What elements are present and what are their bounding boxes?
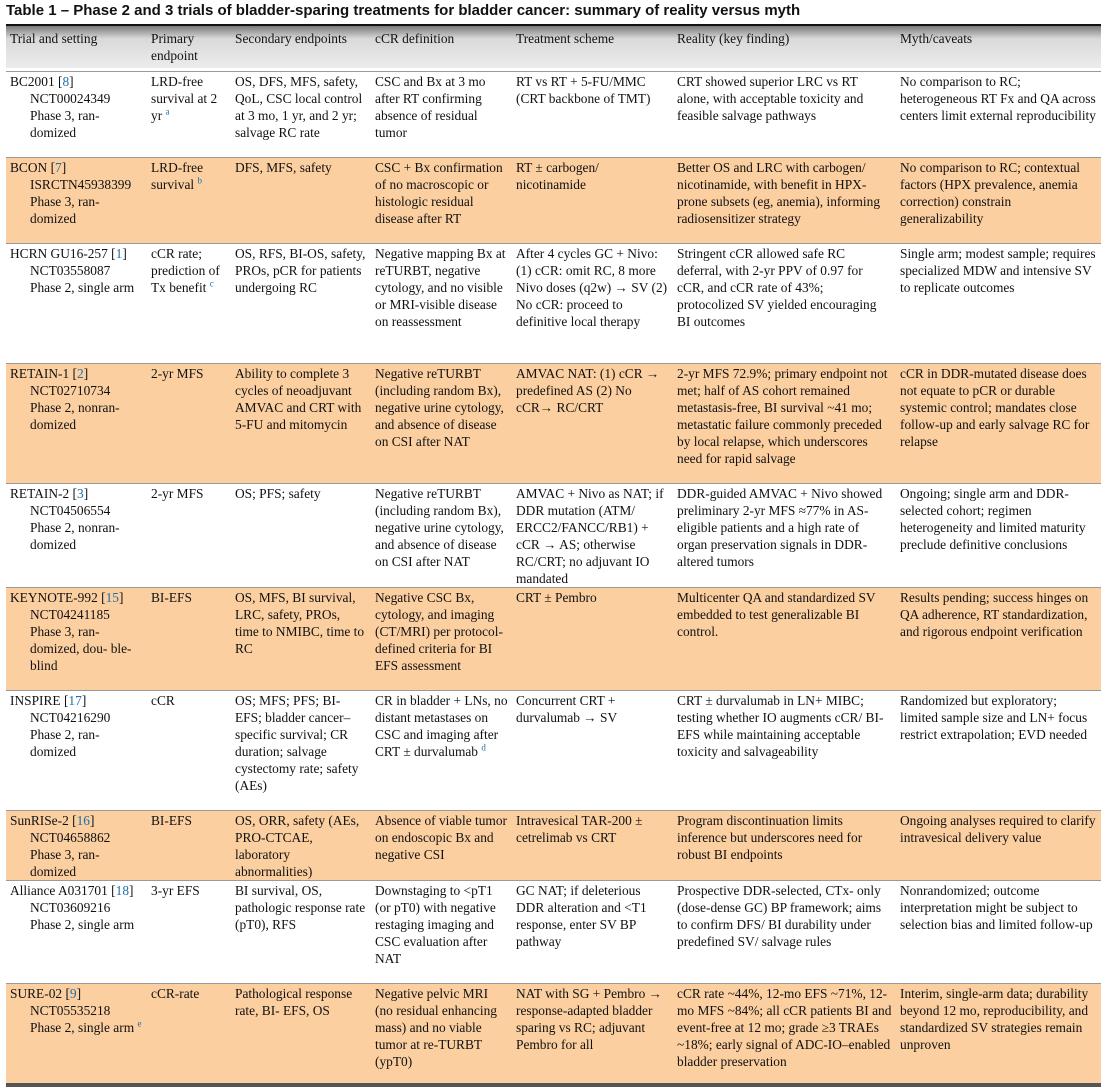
cell-myth: No comparison to RC; heterogeneous RT Fx and QA across centers limit external reproducibility [896,72,1101,158]
cell-reality: CRT ± durvalumab in LN+ MIBC; testing whether IO augments cCR/ BI-EFS while maintaining acceptable toxicity and salvageability [673,691,896,811]
reference-link: 9 [69,986,77,1001]
primary-endpoint-text: cCR rate; prediction of Tx benefit [151,246,220,295]
cell-ccr-definition [371,364,512,484]
primary-endpoint-text: cCR-rate [151,986,200,1001]
ccr-definition-text: Downstaging to <pT1 (or pT0) with negative restaging imaging and CSC evaluation after NAT [375,883,496,966]
header-myth: Myth/caveats [900,31,973,46]
cell-reality: Prospective DDR-selected, CTx- only (dose-dense GC) BP framework; aims to confirm DFS/ BI durability under predefined SV/ salvage rules [673,881,896,984]
trials-table [6,26,1101,1087]
ccr-definition-text: CR in bladder + LNs, no distant metastases on CSC and imaging after CRT ± durvalumab [375,693,508,759]
cell-myth: Single arm; modest sample; requires specialized MDW and intensive SV to replicate outcomes [896,244,1101,364]
trial-phase [10,193,143,227]
cell-reality: Better OS and LRC with carbogen/ nicotinamide, with benefit in HPX-prone subsets (eg, anemia), informing radiosensitizer strategy [673,158,896,244]
cell-trial: BC2001 [8] NCT00024349 Phase 3, ran- domized [6,72,147,158]
trial-name: BC2001 [10,74,55,89]
cell-primary-endpoint [147,691,231,811]
ccr-definition-text: CSC and Bx at 3 mo after RT confirming absence of residual tumor [375,74,486,140]
cell-primary-endpoint [147,72,231,158]
cell-ccr-definition [371,158,512,244]
header-secondary-endpoints: Secondary endpoints [235,31,347,46]
table-caption: Table 1 – Phase 2 and 3 trials of bladder-sparing treatments for bladder cancer: summary of reality versus myth [6,2,801,19]
trial-registry-id: NCT04658862 [30,830,111,845]
table-row [6,158,1101,244]
cell-treatment-scheme: After 4 cycles GC + Nivo: (1) cCR: omit RC, 8 more Nivo doses (q2w) → SV (2) No cCR: proceed to definitive local therapy [512,244,673,364]
trial-registry-id: NCT05535218 [30,1003,111,1018]
cell-treatment-scheme: RT vs RT + 5-FU/MMC (CRT backbone of TMT) [512,72,673,158]
cell-primary-endpoint [147,158,231,244]
cell-ccr-definition [371,244,512,364]
cell-myth: Results pending; success hinges on QA adherence, RT standardization, and rigorous endpoint verification [896,588,1101,691]
header-treatment-scheme: Treatment scheme [516,31,615,46]
table-row [6,364,1101,484]
trial-registry-id: NCT04216290 [30,710,111,725]
cell-secondary-endpoints: Ability to complete 3 cycles of neoadjuvant AMVAC and CRT with 5-FU and mitomycin [231,364,371,484]
table-row [6,244,1101,364]
trial-registry-id: ISRCTN45938399 [30,177,132,192]
cell-trial: Alliance A031701 [18] NCT03609216 Phase 2, single arm [6,881,147,984]
trial-phase-text: Phase 2, nonran- domized [30,400,120,432]
ccr-definition-text: Negative pelvic MRI (no residual enhancing mass) and no viable tumor at re-TURBT (ypT0) [375,986,497,1069]
cell-secondary-endpoints: OS, ORR, safety (AEs, PRO-CTCAE, laboratory abnormalities) [231,811,371,881]
trial-phase [10,107,143,141]
trial-phase-text: Phase 2, nonran- domized [30,520,120,552]
trial-phase-text: Phase 3, ran- domized [30,108,100,140]
cell-primary-endpoint [147,881,231,984]
cell-ccr-definition [371,588,512,691]
cell-trial: HCRN GU16-257 [1] NCT03558087 Phase 2, single arm [6,244,147,364]
cell-ccr-definition [371,691,512,811]
ccr-definition-text: Absence of viable tumor on endoscopic Bx and negative CSI [375,813,508,862]
cell-reality: Multicenter QA and standardized SV embedded to test generalizable BI control. [673,588,896,691]
cell-treatment-scheme: AMVAC + Nivo as NAT; if DDR mutation (ATM/ ERCC2/FANCC/RB1) + cCR → AS; otherwise RC/CRT; no adjuvant IO mandated [512,484,673,588]
header-trial: Trial and setting [10,31,98,46]
cell-secondary-endpoints: OS; PFS; safety [231,484,371,588]
trial-phase [10,916,143,933]
reference-link: 15 [105,590,119,605]
table-body [6,68,1101,1087]
trial-name: BCON [10,160,48,175]
cell-trial: INSPIRE [17] NCT04216290 Phase 2, ran- domized [6,691,147,811]
cell-trial: RETAIN-1 [2] NCT02710734 Phase 2, nonran- domized [6,364,147,484]
primary-endpoint-text: LRD-free survival [151,160,204,192]
reference-link: 8 [62,74,70,89]
trial-name: HCRN GU16-257 [10,246,108,261]
trial-registry-id: NCT03609216 [30,900,111,915]
trial-phase [10,846,143,880]
trial-registry-id: NCT04241185 [30,607,110,622]
primary-endpoint-text: cCR [151,693,175,708]
cell-secondary-endpoints: DFS, MFS, safety [231,158,371,244]
trial-phase-text: Phase 2, single arm [30,917,135,932]
trial-phase [10,519,143,553]
table-row [6,72,1101,158]
header-row [6,26,1101,68]
cell-treatment-scheme: CRT ± Pembro [512,588,673,691]
cell-ccr-definition [371,881,512,984]
primary-endpoint-text: BI-EFS [151,590,192,605]
trial-phase-text: Phase 3, ran- domized, dou- ble-blind [30,624,132,673]
trial-phase [10,399,143,433]
cell-myth: Interim, single-arm data; durability beyond 12 mo, reproducibility, and standardized SV strategies remain unproven [896,984,1101,1087]
reference-link: 16 [76,813,90,828]
reference-link: 2 [76,366,84,381]
cell-reality: cCR rate ~44%, 12-mo EFS ~71%, 12-mo MFS ~84%; all cCR patients BI and event-free at 12 mo; grade ≥3 TRAEs ~18%; early signal of ADC-IO–enabled bladder preservation [673,984,896,1087]
table-row [6,588,1101,691]
table-row [6,984,1101,1087]
cell-secondary-endpoints: Pathological response rate, BI- EFS, OS [231,984,371,1087]
cell-reality: 2-yr MFS 72.9%; primary endpoint not met; half of AS cohort remained metastasis-free, BI survival ~41 mo; metastatic failure commonly preceded by local relapse, which underscores need for rapid salvage [673,364,896,484]
cell-treatment-scheme: AMVAC NAT: (1) cCR → predefined AS (2) No cCR→ RC/CRT [512,364,673,484]
trial-registry-id: NCT04506554 [30,503,111,518]
cell-treatment-scheme: GC NAT; if deleterious DDR alteration and <T1 response, enter SV BP pathway [512,881,673,984]
footnote-marker: b [197,175,202,186]
table-row [6,484,1101,588]
trial-name: Alliance A031701 [10,883,108,898]
ccr-definition-text: Negative reTURBT (including random Bx), negative urine cytology, and absence of disease on CSI after NAT [375,366,504,449]
cell-myth: Randomized but exploratory; limited sample size and LN+ focus restrict extrapolation; EVD needed [896,691,1101,811]
cell-trial: KEYNOTE-992 [15] NCT04241185 Phase 3, ran- domized, dou- ble-blind [6,588,147,691]
footnote-marker: a [165,106,170,117]
cell-trial: SunRISe-2 [16] NCT04658862 Phase 3, ran- domized [6,811,147,881]
primary-endpoint-text: 2-yr MFS [151,366,204,381]
cell-ccr-definition [371,811,512,881]
cell-primary-endpoint [147,244,231,364]
cell-primary-endpoint [147,484,231,588]
trial-registry-id: NCT02710734 [30,383,111,398]
cell-primary-endpoint [147,364,231,484]
trial-phase [10,279,143,296]
cell-ccr-definition [371,484,512,588]
cell-trial: BCON [7] ISRCTN45938399 Phase 3, ran- domized [6,158,147,244]
trial-name: INSPIRE [10,693,61,708]
primary-endpoint-text: BI-EFS [151,813,192,828]
primary-endpoint-text: LRD-free survival at 2 yr [151,74,218,123]
cell-myth: Nonrandomized; outcome interpretation might be subject to selection bias and limited follow-up [896,881,1101,984]
cell-secondary-endpoints: OS, DFS, MFS, safety, QoL, CSC local control at 3 mo, 1 yr, and 2 yr; salvage RC rate [231,72,371,158]
table-row [6,811,1101,881]
ccr-definition-text: Negative reTURBT (including random Bx), negative urine cytology, and absence of disease on CSI after NAT [375,486,504,569]
cell-reality: DDR-guided AMVAC + Nivo showed preliminary 2-yr MFS ≈77% in AS-eligible patients and a high rate of organ preservation signals in DDR-altered tumors [673,484,896,588]
cell-ccr-definition [371,984,512,1087]
header-reality: Reality (key finding) [677,31,790,46]
trial-phase-text: Phase 3, ran- domized [30,847,100,879]
cell-myth: Ongoing analyses required to clarify intravesical delivery value [896,811,1101,881]
trial-registry-id: NCT00024349 [30,91,111,106]
bottom-rule [6,1083,1101,1087]
cell-treatment-scheme: Concurrent CRT + durvalumab → SV [512,691,673,811]
cell-primary-endpoint [147,984,231,1087]
cell-trial: SURE-02 [9] NCT05535218 Phase 2, single arm $^e$ [6,984,147,1087]
primary-endpoint-text: 3-yr EFS [151,883,200,898]
cell-myth: cCR in DDR-mutated disease does not equate to pCR or durable systemic control; mandates close follow-up and early salvage RC for relapse [896,364,1101,484]
primary-endpoint-text: 2-yr MFS [151,486,204,501]
trial-name: KEYNOTE-992 [10,590,98,605]
trial-name: RETAIN-2 [10,486,70,501]
cell-treatment-scheme: Intravesical TAR-200 ± cetrelimab vs CRT [512,811,673,881]
footnote-marker: d [481,742,486,753]
cell-secondary-endpoints: OS, MFS, BI survival, LRC, safety, PROs, time to NMIBC, time to RC [231,588,371,691]
trial-phase [10,1019,143,1036]
footnote-marker: c [209,278,214,289]
cell-treatment-scheme: NAT with SG + Pembro → response-adapted bladder sparing vs RC; adjuvant Pembro for all [512,984,673,1087]
trial-phase-text: Phase 2, single arm [30,1020,135,1035]
ccr-definition-text: Negative CSC Bx, cytology, and imaging (CT/MRI) per protocol- defined criteria for BI EFS assessment [375,590,503,673]
reference-link: 7 [55,160,62,175]
trial-name: RETAIN-1 [10,366,70,381]
cell-secondary-endpoints: BI survival, OS, pathologic response rate (pT0), RFS [231,881,371,984]
cell-ccr-definition [371,72,512,158]
cell-primary-endpoint [147,588,231,691]
table-row [6,881,1101,984]
trial-phase-text: Phase 2, ran- domized [30,727,100,759]
header-primary-endpoint: Primary endpoint [151,31,198,63]
trial-name: SunRISe-2 [10,813,69,828]
trial-phase [10,623,143,674]
trial-phase-text: Phase 2, single arm [30,280,135,295]
cell-primary-endpoint [147,811,231,881]
trial-name: SURE-02 [10,986,63,1001]
cell-reality: Stringent cCR allowed safe RC deferral, with 2-yr PPV of 0.97 for cCR, and cCR rate of 43%; protocolized SV yielded encouraging BI outcomes [673,244,896,364]
header-ccr-definition: cCR definition [375,31,455,46]
ccr-definition-text: CSC + Bx confirmation of no macroscopic or histologic residual disease after RT [375,160,503,226]
cell-myth: Ongoing; single arm and DDR-selected cohort; regimen heterogeneity and limited maturity preclude definitive conclusions [896,484,1101,588]
reference-link: 17 [68,693,82,708]
cell-treatment-scheme: RT ± carbogen/ nicotinamide [512,158,673,244]
reference-link: 1 [115,246,123,261]
trial-phase [10,726,143,760]
cell-secondary-endpoints: OS, RFS, BI-OS, safety, PROs, pCR for patients undergoing RC [231,244,371,364]
cell-reality: CRT showed superior LRC vs RT alone, with acceptable toxicity and feasible salvage pathways [673,72,896,158]
table-row [6,691,1101,811]
reference-link: 18 [115,883,130,898]
cell-trial: RETAIN-2 [3] NCT04506554 Phase 2, nonran- domized [6,484,147,588]
footnote-marker: e [137,1018,142,1029]
reference-link: 3 [76,486,84,501]
cell-myth: No comparison to RC; contextual factors (HPX prevalence, anemia correction) constrain generalizability [896,158,1101,244]
trial-phase-text: Phase 3, ran- domized [30,194,100,226]
trial-registry-id: NCT03558087 [30,263,111,278]
cell-reality: Program discontinuation limits inference but underscores need for robust BI endpoints [673,811,896,881]
ccr-definition-text: Negative mapping Bx at reTURBT, negative cytology, and no visible or MRI-visible disease on reassessment [375,246,506,329]
cell-secondary-endpoints: OS; MFS; PFS; BI- EFS; bladder cancer–specific survival; CR duration; salvage cystectomy rate; safety (AEs) [231,691,371,811]
